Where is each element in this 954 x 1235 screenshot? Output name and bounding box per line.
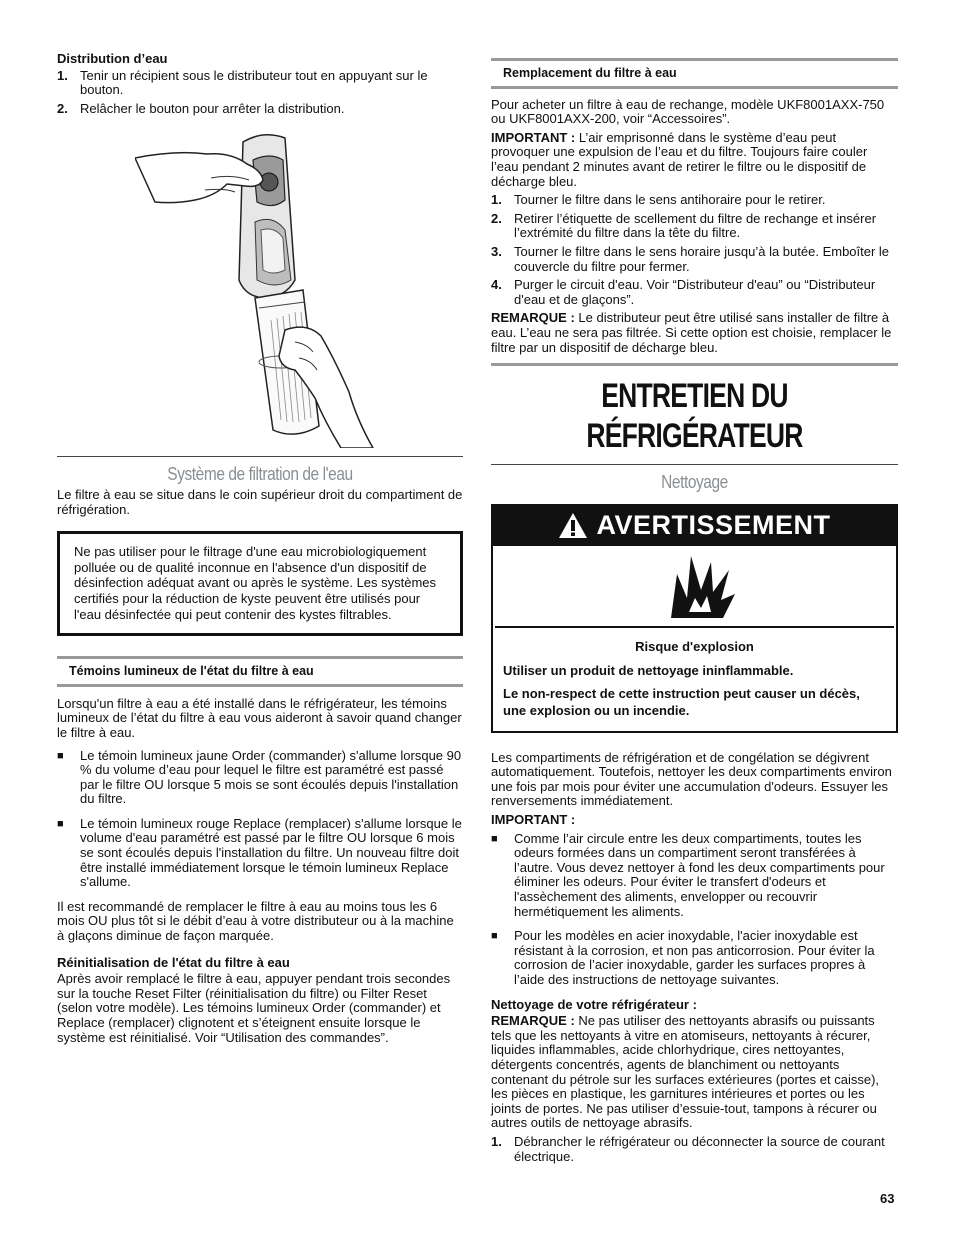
warning-box <box>491 504 898 733</box>
list-item: ■ Pour les modèles en acier inoxydable, l'acier inoxydable est résistant à la corrosion, et non pas anticorrosion. Pour éviter la corrosion de l’acier inoxydable, garder les surfaces propres à l’aide des instructions de nettoyage suivantes. <box>491 928 875 987</box>
replace-steps <box>491 193 898 307</box>
divider <box>57 456 463 457</box>
indicators-recommend: Il est recommandé de remplacer le filtre à eau au moins tous les 6 mois OU plus tôt si le débit d’eau à votre distributeur ou à la machine à glaçons diminue de façon marquée. <box>57 898 454 944</box>
remark-paragraph: REMARQUE : Le distributeur peut être utilisé sans installer de filtre à eau. L’eau ne sera pas filtrée. Si cette option est choisie, remplacer le filtre par un dispositif de décharge bleu. <box>491 310 892 355</box>
warning-notice-box: Ne pas utiliser pour le filtrage d'une eau microbiologiquement polluée ou de qualité inconnue en l'absence d'un dispositif de désinfection adéquat avant ou après le système. Les systèmes certifiés pour la réduction de kyste peuvent être utilisés pour l'eau désinfectée qui peut contenir des kystes filtrables. <box>57 531 463 636</box>
indicators-intro: Lorsqu'un filtre à eau a été installé dans le réfrigérateur, les témoins lumineux de l’état du filtre à eau vous aideront à savoir quand changer le filtre à eau. <box>57 695 462 740</box>
indicators-heading: Témoins lumineux de l'état du filtre à eau <box>57 656 463 687</box>
warning-triangle-icon <box>558 512 588 539</box>
list-item: 3. Tourner le filtre dans le sens horaire jusqu’à la butée. Emboîter le couvercle du filtre pour fermer. <box>491 243 890 274</box>
list-item: 2. Retirer l’étiquette de scellement du filtre de rechange et insérer l’extrémité du filtre dans la tête du filtre. <box>491 210 877 241</box>
warning-title: AVERTISSEMENT <box>596 510 831 541</box>
reset-heading: Réinitialisation de l'état du filtre à eau <box>57 954 290 970</box>
warning-line-1: Utiliser un produit de nettoyage ininflammable. <box>503 662 794 678</box>
warning-line-2: Le non-respect de cette instruction peut causer un décès, une explosion ou un incendie. <box>503 685 860 718</box>
hand-dispenser-drawing <box>135 130 395 448</box>
important-paragraph: IMPORTANT : L’air emprisonné dans le système d’eau peut provoquer une expulsion de l’eau et du filtre. Toujours faire couler l’eau pendant 2 minutes avant de retirer le filtre ou le dispositif de décharge bleu. <box>491 129 868 189</box>
dispenser-illustration <box>57 130 463 448</box>
list-item: ■ Le témoin lumineux jaune Order (commander) s'allume lorsque 90 % du volume d’eau pour lequel le filtre est paramétré est passé par le filtre OU lorsque 5 mois se sont écoulés depuis l'installation du filtre. <box>57 747 462 807</box>
list-item: 4. Purger le circuit d'eau. Voir “Distributeur d'eau” ou “Distributeur d'eau et de glaçons”. <box>491 277 876 307</box>
clean-remark-paragraph: REMARQUE : Ne pas utiliser des nettoyants abrasifs ou puissants tels que les nettoyants à vitre en atomiseurs, nettoyants à récurer, liquides inflammables, acide chlorhydrique, cires nettoyantes, détergents concentrés, agents de blanchiment ou nettoyants contenant du pétrole sur les surfaces extérieures (portes et caisse), les pièces en plastique, les garnitures intérieures et portes ou les joints de portes. Ne pas utiliser d’essuie-tout, tampons à récurer ou autres outils de nettoyage abrasifs. <box>491 1013 880 1131</box>
filtration-heading: Système de filtration de l'eau <box>167 464 353 485</box>
replace-heading: Remplacement du filtre à eau <box>491 58 898 89</box>
cleaning-important: IMPORTANT : <box>491 812 576 828</box>
bullet-icon: ■ <box>491 930 498 943</box>
left-column <box>57 52 463 1049</box>
distribution-steps <box>57 69 463 117</box>
warning-text <box>493 628 896 731</box>
warning-risk: Risque d'explosion <box>635 638 754 654</box>
cleaning-bullets <box>491 832 898 988</box>
clean-fridge-heading: Nettoyage de votre réfrigérateur : <box>491 996 697 1012</box>
maintenance-title-band <box>491 363 898 465</box>
page-title: ENTRETIEN DU RÉFRIGÉRATEUR <box>586 377 803 456</box>
bullet-icon: ■ <box>57 749 64 762</box>
warning-header <box>493 506 896 546</box>
explosion-icon <box>667 554 737 620</box>
cleaning-heading: Nettoyage <box>661 472 728 493</box>
bullet-icon: ■ <box>57 817 64 830</box>
replace-intro: Pour acheter un filtre à eau de rechange, modèle UKF8001AXX-750 ou UKF8001AXX-200, voir “Accessoires”. <box>491 96 885 127</box>
list-item: 2. Relâcher le bouton pour arrêter la distribution. <box>57 100 345 116</box>
list-item: 1. Tenir un récipient sous le distributeur tout en appuyant sur le bouton. <box>57 67 428 98</box>
reset-text: Après avoir remplacé le filtre à eau, appuyer pendant trois secondes sur la touche Reset Filter (réinitialisation du filtre) ou Filter Reset (selon votre modèle). Les témoins lumineux Order (commander) et Replace (remplacer) clignotent et s’éteignent ensuite lorsque le système est réinitialisé. Voir “Utilisation des commandes”. <box>57 971 451 1045</box>
list-item: ■ Le témoin lumineux rouge Replace (remplacer) s'allume lorsque le volume d'eau paramétré est passé par le filtre OU lorsque 6 mois se sont écoulés depuis l'installation du filtre. Un nouveau filtre doit être installé immédiatement lorsque le témoin lumineux Replace s'allume. <box>57 815 462 890</box>
list-item: ■ Comme l’air circule entre les deux compartiments, toutes les odeurs formées dans un compartiment seront transférées à l’autre. Vous devez nettoyer à fond les deux compartiments pour éliminer les odeurs. Pour éviter le transfert d'odeurs et l'assèchement des aliments, envelopper ou recouvrir hermétiquement les aliments. <box>491 830 885 919</box>
list-item: 1. Débrancher le réfrigérateur ou déconnecter la source de courant électrique. <box>491 1133 885 1164</box>
filtration-text: Le filtre à eau se situe dans le coin supérieur droit du compartiment de réfrigération. <box>57 486 463 517</box>
clean-steps <box>491 1135 898 1164</box>
explosion-pictogram <box>495 546 894 628</box>
indicators-bullets <box>57 749 463 890</box>
list-item: 1. Tourner le filtre dans le sens antihoraire pour le retirer. <box>491 192 826 208</box>
cleaning-intro: Les compartiments de réfrigération et de congélation se dégivrent automatiquement. Toutefois, nettoyer les deux compartiments environ une fois par mois pour éviter une accumulation d'odeurs. Essuyer les renversements immédiatement. <box>491 749 892 809</box>
page-number: 63 <box>880 1191 895 1206</box>
bullet-icon: ■ <box>491 832 498 845</box>
right-column <box>491 58 898 1168</box>
distribution-heading: Distribution d’eau <box>57 51 168 66</box>
